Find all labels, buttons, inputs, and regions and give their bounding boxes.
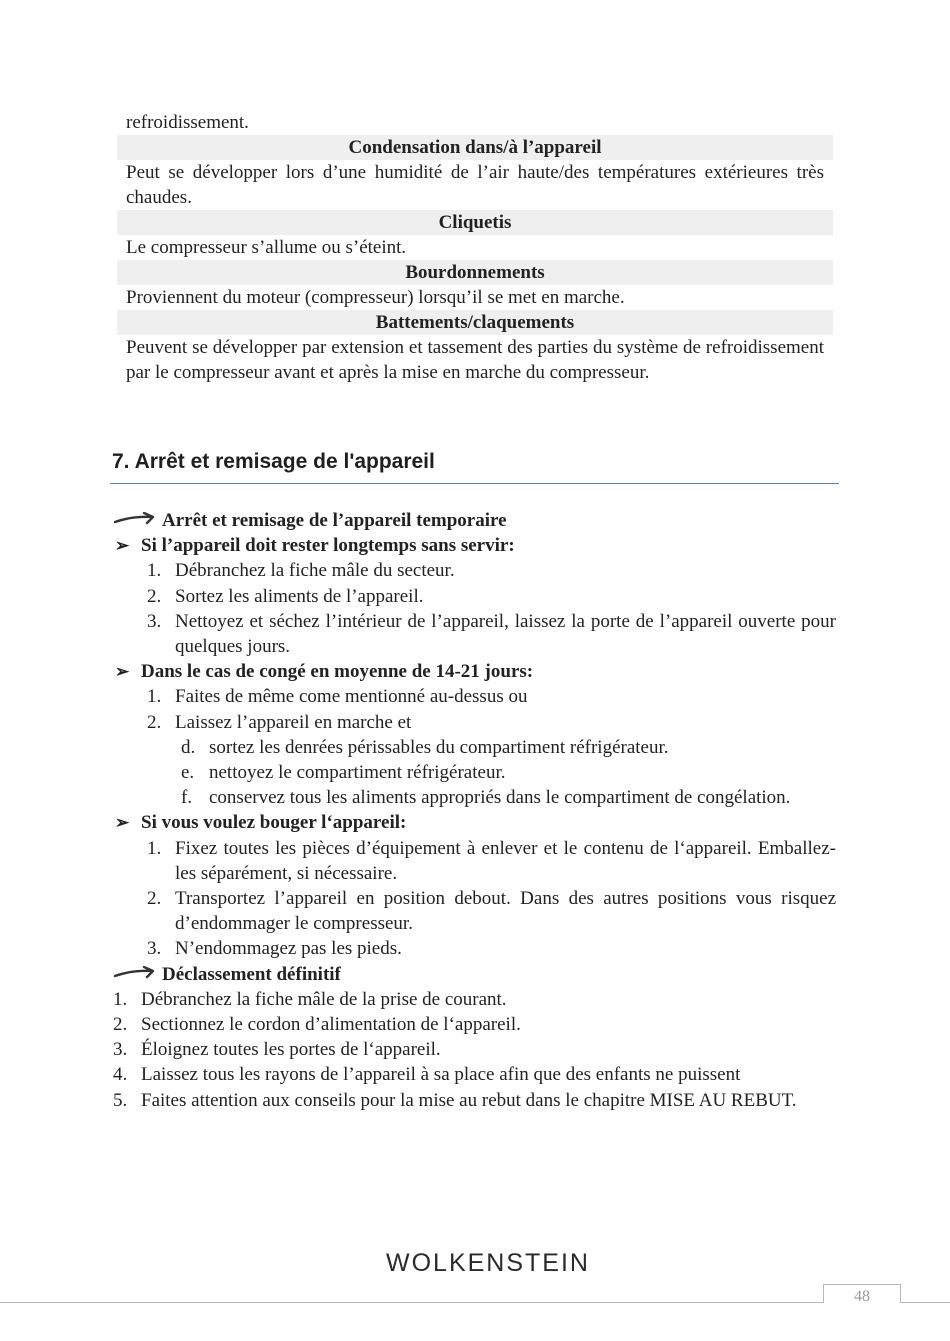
list-item: [0, 1012, 821, 1037]
list-item: [0, 710, 836, 735]
noise-heading-cliquetis: Cliquetis: [117, 210, 833, 235]
list-number: 3.: [147, 610, 162, 632]
list-letter: e.: [181, 762, 195, 784]
noise-heading-bourdonnements: Bourdonnements: [117, 260, 833, 285]
list-text: Faites de même come mentionné au-dessus ou: [175, 686, 528, 708]
sub-list-item: [0, 760, 836, 785]
curved-arrow-icon: [114, 966, 156, 980]
bullet-label: Dans le cas de congé en moyenne de 14-21 jours:: [141, 661, 534, 683]
final-heading-label: Déclassement définitif: [162, 963, 341, 985]
section-body: [0, 508, 950, 1113]
list-text: sortez les denrées périssables du compartiment réfrigérateur.: [209, 736, 669, 758]
list-number: 1.: [147, 837, 162, 859]
list-text: Éloignez toutes les portes de l‘appareil.: [141, 1039, 441, 1061]
list-item: [0, 609, 836, 659]
section-title: 7. Arrêt et remisage de l'appareil: [112, 450, 435, 473]
list-text: Nettoyez et séchez l’intérieur de l’appareil, laissez la porte de l’appareil ouverte pour quelques jours.: [175, 610, 836, 657]
noise-text-condensation: Peut se développer lors d’une humidité de l’air haute/des températures extérieures très chaudes.: [126, 162, 824, 208]
list-text: Faites attention aux conseils pour la mise au rebut dans le chapitre MISE AU REBUT.: [141, 1089, 797, 1111]
list-number: 2.: [147, 585, 162, 607]
list-number: 2.: [147, 711, 162, 733]
list-number: 1.: [113, 988, 128, 1010]
list-item: [0, 1037, 821, 1062]
temporary-heading: [0, 508, 950, 533]
brand-logo: WOLKENSTEIN: [386, 1249, 590, 1277]
section-divider: [110, 483, 839, 484]
noise-heading-battements: Battements/claquements: [117, 310, 833, 335]
list-item: [0, 558, 836, 583]
list-item: [0, 584, 836, 609]
arrow-bullet-icon: ➢: [115, 662, 130, 682]
list-item: [0, 684, 836, 709]
list-item: [0, 886, 836, 936]
page-number: 48: [823, 1284, 901, 1303]
curved-arrow-icon: [114, 512, 156, 526]
list-item: [0, 936, 836, 961]
list-text: Sortez les aliments de l’appareil.: [175, 585, 424, 607]
list-text: Laissez tous les rayons de l’appareil à sa place afin que des enfants ne puissent: [141, 1064, 741, 1086]
bullet-long-absence: [0, 533, 950, 558]
arrow-bullet-icon: ➢: [115, 813, 130, 833]
list-item: [0, 987, 821, 1012]
noise-text-cliquetis: Le compresseur s’allume ou s’éteint.: [126, 237, 407, 258]
list-text: Laissez l’appareil en marche et: [175, 711, 412, 733]
list-letter: f.: [181, 787, 193, 809]
footer-rule: [0, 1302, 950, 1303]
list-number: 1.: [147, 686, 162, 708]
list-text: Transportez l’appareil en position debout. Dans des autres positions vous risquez d’endommager le compresseur.: [175, 888, 836, 935]
list-letter: d.: [181, 736, 196, 758]
list-item: [0, 1088, 821, 1113]
bullet-label: Si vous voulez bouger l‘appareil:: [141, 812, 407, 834]
list-number: 2.: [113, 1014, 128, 1036]
noise-intro: refroidissement.: [126, 112, 249, 133]
list-text: N’endommagez pas les pieds.: [175, 938, 402, 960]
temporary-heading-label: Arrêt et remisage de l’appareil temporaire: [162, 510, 507, 531]
list-number: 3.: [113, 1039, 128, 1061]
list-item: [0, 1062, 821, 1087]
list-number: 1.: [147, 560, 162, 582]
list-text: conservez tous les aliments appropriés dans le compartiment de congélation.: [209, 787, 791, 809]
list-text: Sectionnez le cordon d’alimentation de l‘appareil.: [141, 1014, 521, 1036]
arrow-bullet-icon: ➢: [115, 536, 130, 556]
bullet-holiday: [0, 659, 950, 684]
list-number: 3.: [147, 938, 162, 960]
noise-table: [117, 110, 833, 385]
bullet-moving: [0, 810, 950, 835]
list-text: Débranchez la fiche mâle du secteur.: [175, 560, 455, 582]
list-number: 4.: [113, 1064, 128, 1086]
list-number: 5.: [113, 1089, 128, 1111]
sub-list-item: [0, 735, 836, 760]
list-text: Débranchez la fiche mâle de la prise de courant.: [141, 988, 507, 1010]
noise-text-battements: Peuvent se développer par extension et tassement des parties du système de refroidissement par le compresseur avant et après la mise en marche du compresseur.: [126, 337, 824, 383]
list-text: Fixez toutes les pièces d’équipement à enlever et le contenu de l‘appareil. Emballez-les séparément, si nécessaire.: [175, 837, 836, 884]
sub-list-item: [0, 785, 836, 810]
noise-heading-condensation: Condensation dans/à l’appareil: [117, 135, 833, 160]
list-number: 2.: [147, 888, 162, 910]
list-text: nettoyez le compartiment réfrigérateur.: [209, 762, 506, 784]
noise-text-bourdonnements: Proviennent du moteur (compresseur) lorsqu’il se met en marche.: [126, 287, 625, 308]
list-item: [0, 836, 836, 886]
final-heading: [0, 962, 950, 987]
bullet-label: Si l’appareil doit rester longtemps sans servir:: [141, 535, 515, 557]
